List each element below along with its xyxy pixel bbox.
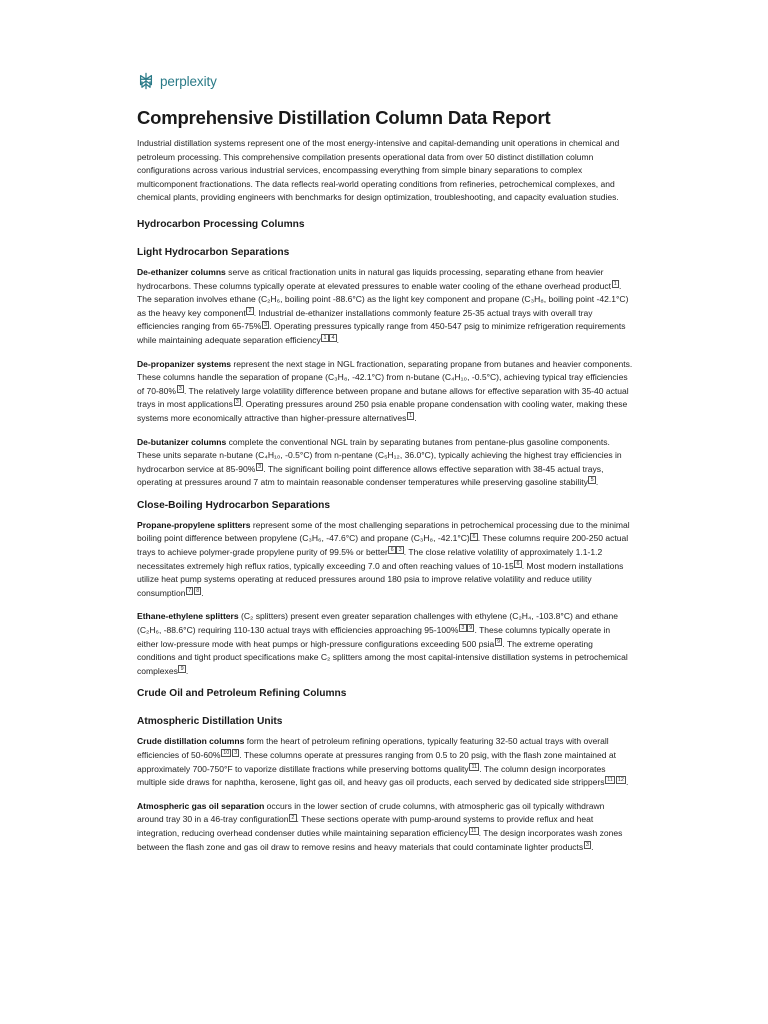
subsection-heading-atmospheric: Atmospheric Distillation Units — [137, 716, 283, 728]
text-segment: occurs in the lower section of crude columns, with atmospheric gas oil typically withdrawn around tray 30 in a 46-tray configuration — [137, 800, 605, 825]
citation-link[interactable]: 3 — [256, 463, 263, 471]
term-propylene-splitters: Propane-propylene splitters — [137, 519, 251, 530]
text-segment: . — [185, 665, 189, 676]
text-segment: . — [626, 777, 629, 788]
citation-link[interactable]: 9 — [495, 638, 502, 646]
paragraph-deethanizer — [137, 266, 633, 348]
paragraph-debutanizer — [137, 436, 633, 490]
intro-paragraph: Industrial distillation systems represent one of the most energy-intensive and capital-demanding unit operations in chemical and petroleum processing. This comprehensive compilation presents operational data from over 50 distinct distillation column configurations across various industrial services, encompassing everything from simple binary separations to complex multicomponent fractionations. The data reflects real-world operating conditions from refineries, petrochemical complexes, and chemical plants, providing engineers with benchmarks for design optimization, troubleshooting, and capacity evaluation studies. — [137, 138, 620, 203]
text-segment: complete the conventional NGL train by separating butanes from pentane-plus gasoline components. These units separate n-butane (C₄H₁₀, -0.5°C) from n-pentane (C₅H₁₂, 36.0°C), typically achieving the highest tray efficiencies in hydrocarbon service at 85-90% — [137, 436, 622, 474]
citation-link[interactable]: 11 — [469, 827, 479, 835]
text-segment: . Industrial de-ethanizer installations commonly feature 25-35 actual trays with overall tray efficiencies ranging from 65-75% — [137, 307, 593, 332]
citation-link[interactable]: 1 — [612, 280, 619, 288]
subsection-heading-close-boiling: Close-Boiling Hydrocarbon Separations — [137, 499, 331, 511]
citation-link[interactable]: 2 — [289, 814, 296, 822]
text-segment: represent the next stage in NGL fractionation, separating propane from butanes and heavier components. These columns handle the separation of propane (C₃H₈, -42.1°C) from n-butane (C₄H₁₀, -0.5°C), achieving typical tray efficiencies of 70-80% — [137, 358, 633, 396]
citation-link[interactable]: 9 — [467, 624, 474, 632]
paragraph-ethylene-splitters — [137, 610, 633, 678]
paragraph-propylene-splitters — [137, 519, 633, 601]
term-gasoil: Atmospheric gas oil separation — [137, 800, 265, 811]
text-segment: . Operating pressures around 250 psia enable propane condensation with cooling water, making these systems more economically attractive than higher-pressure alternatives — [137, 399, 628, 423]
citation-link[interactable]: 3 — [232, 749, 239, 757]
brand-logo[interactable] — [137, 72, 768, 90]
text-segment: . — [336, 334, 340, 345]
citation-link[interactable]: 3 — [262, 321, 269, 329]
text-segment: form the heart of petroleum refining operations, typically featuring 32-50 actual trays with overall efficiencies of 50-60% — [137, 736, 609, 760]
citation-link[interactable]: 11 — [469, 763, 479, 771]
citation-link[interactable]: 3 — [459, 624, 466, 632]
text-segment: . — [201, 587, 204, 598]
citation-link[interactable]: 5 — [588, 476, 595, 484]
term-crude-columns: Crude distillation columns — [137, 736, 245, 747]
citation-link[interactable]: 6 — [514, 560, 521, 568]
term-deethanizer: De-ethanizer columns — [137, 266, 226, 277]
paragraph-gasoil — [137, 800, 633, 854]
text-segment: . The relatively large volatility difference between propane and butane allows for effective separation with 35-40 actual trays in most applications — [137, 385, 629, 410]
text-segment: serve as critical fractionation units in natural gas liquids processing, separating ethane from heavier hydrocarbons. These columns typically operate at elevated pressures to enable water cooling of the ethane overhead product — [137, 266, 612, 291]
citation-link[interactable]: 4 — [329, 334, 336, 342]
citation-link[interactable]: 9 — [178, 665, 185, 673]
perplexity-logo-icon — [137, 72, 155, 90]
citation-link[interactable]: 1 — [407, 412, 414, 420]
text-segment: . The extreme operating conditions and tight product specifications make C₂ splitters among the most capital-intensive distillation systems in petrochemical complexes — [137, 638, 628, 676]
citation-link[interactable]: 2 — [246, 307, 253, 315]
text-segment: represent some of the most challenging separations in petrochemical processing due to the minimal boiling point difference between propylene (C₃H₆, -47.6°C) and propane (C₃H₈, -42.1°C) — [137, 519, 630, 544]
text-segment: . The column design incorporates multiple side draws for naphtha, kerosene, light gas oil, and heavy gas oil products, each served by dedicated side strippers — [137, 763, 606, 788]
text-segment: . These columns operate at pressures ranging from 0.5 to 20 psig, with the flash zone maintained at approximately 700-750°F to vaporize distillate fractions while preserving bottoms quality — [137, 750, 616, 774]
subsection-heading-light: Light Hydrocarbon Separations — [137, 246, 290, 258]
text-segment: . These sections operate with pump-around systems to provide reflux and heat integration, reducing overhead condenser duties while maintaining separation efficiency — [137, 814, 594, 838]
citation-link[interactable]: 3 — [396, 546, 403, 554]
paragraph-depropanizer — [137, 358, 633, 426]
text-segment: . Most modern installations utilize heat pump systems operating at reduced pressures around 180 psia to improve relative volatility and reduce utility consumption — [137, 560, 624, 598]
text-segment: . The design incorporates wash zones between the flash zone and gas oil draw to remove resins and heavy materials that could contaminate lighter products — [137, 827, 623, 852]
citation-link[interactable]: 11 — [605, 776, 615, 784]
section-heading-hydrocarbon: Hydrocarbon Processing Columns — [137, 218, 305, 230]
text-segment: . — [414, 412, 417, 423]
paragraph-crude-columns — [137, 735, 633, 789]
citation-link[interactable]: 3 — [177, 385, 184, 393]
citation-link[interactable]: 3 — [584, 841, 591, 849]
citation-link[interactable]: 8 — [194, 587, 201, 595]
section-heading-crude: Crude Oil and Petroleum Refining Columns — [137, 688, 347, 700]
text-segment: . These columns typically operate in either low-pressure mode with heat pumps or high-pressure configurations exceeding 500 psia — [137, 625, 611, 649]
citation-link[interactable]: 7 — [186, 587, 193, 595]
term-depropanizer: De-propanizer systems — [137, 358, 232, 369]
citation-link[interactable]: 12 — [616, 776, 626, 784]
brand-name: perplexity — [160, 73, 217, 89]
report-body — [137, 137, 633, 854]
text-segment: . The separation involves ethane (C₂H₆, boiling point -88.6°C) as the light key component and propane (C₃H₈, boiling point -42.1°C) as the heavy key component — [137, 280, 629, 318]
text-segment: . These columns require 200-250 actual trays to achieve polymer-grade propylene purity of 99.5% or better — [137, 533, 629, 558]
citation-link[interactable]: 3 — [234, 398, 241, 406]
text-segment: . The close relative volatility of approximately 1.1-1.2 necessitates extremely high reflux ratios, typically exceeding 7.0 and often reaching values of 10-15 — [137, 547, 603, 571]
citation-link[interactable]: 10 — [221, 749, 231, 757]
citation-link[interactable]: 6 — [388, 546, 395, 554]
term-ethylene-splitters: Ethane-ethylene splitters — [137, 611, 239, 622]
citation-link[interactable]: 1 — [321, 334, 328, 342]
text-segment: . Operating pressures typically range from 450-547 psig to minimize refrigeration requirements while maintaining adequate separation efficiency — [137, 321, 626, 345]
text-segment: . — [595, 477, 599, 488]
citation-link[interactable]: 6 — [470, 533, 477, 541]
page-title: Comprehensive Distillation Column Data Report — [137, 107, 551, 128]
term-debutanizer: De-butanizer columns — [137, 436, 227, 447]
text-segment: . — [591, 841, 594, 852]
text-segment: (C₂ splitters) present even greater separation challenges with ethylene (C₂H₄, -103.8°C) and ethane (C₂H₆, -88.6°C) requiring 110-130 actual trays with efficiencies approaching 95-100% — [137, 611, 618, 636]
text-segment: . The significant boiling point difference allows effective separation with 38-45 actual trays, operating at pressures around 7 atm to maintain reasonable condenser temperatures while preserving gasoline stability — [137, 463, 604, 488]
